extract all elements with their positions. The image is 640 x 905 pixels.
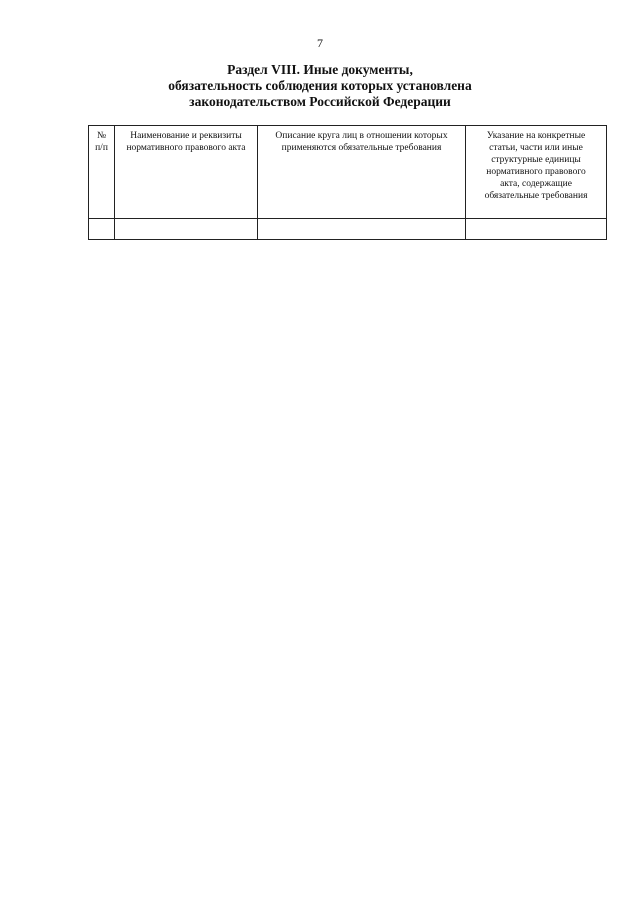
header-line: Наименование и реквизиты (130, 131, 242, 141)
page-number: 7 (317, 36, 323, 50)
header-line: № (96, 131, 107, 141)
table-header-row (89, 126, 607, 219)
header-line: п/п (95, 143, 108, 153)
section-heading-line-1: Раздел VIII. Иные документы, (227, 62, 413, 77)
section-heading-line-2: обязательность соблюдения которых установлена (168, 78, 472, 93)
header-cell-structural-units (466, 126, 607, 219)
header-line: обязательные требования (484, 191, 588, 201)
header-line: применяются обязательные требования (281, 143, 442, 153)
header-line: структурные единицы (491, 155, 581, 165)
header-line: Указание на конкретные (486, 131, 586, 141)
header-line: нормативного правового акта (126, 143, 246, 153)
section-heading (40, 62, 600, 110)
table-cell (115, 219, 258, 240)
header-line: нормативного правового (486, 167, 586, 177)
documents-table (88, 125, 607, 240)
section-heading-line-3: законодательством Российской Федерации (189, 94, 451, 109)
table-cell (258, 219, 466, 240)
header-line: Описание круга лиц в отношении которых (275, 131, 448, 141)
table-cell (466, 219, 607, 240)
header-cell-act-name (115, 126, 258, 219)
header-line: акта, содержащие (500, 179, 572, 189)
header-line: статьи, части или иные (489, 143, 583, 153)
table-cell (89, 219, 115, 240)
table-row (89, 219, 607, 240)
header-cell-persons-description (258, 126, 466, 219)
header-cell-number (89, 126, 115, 219)
